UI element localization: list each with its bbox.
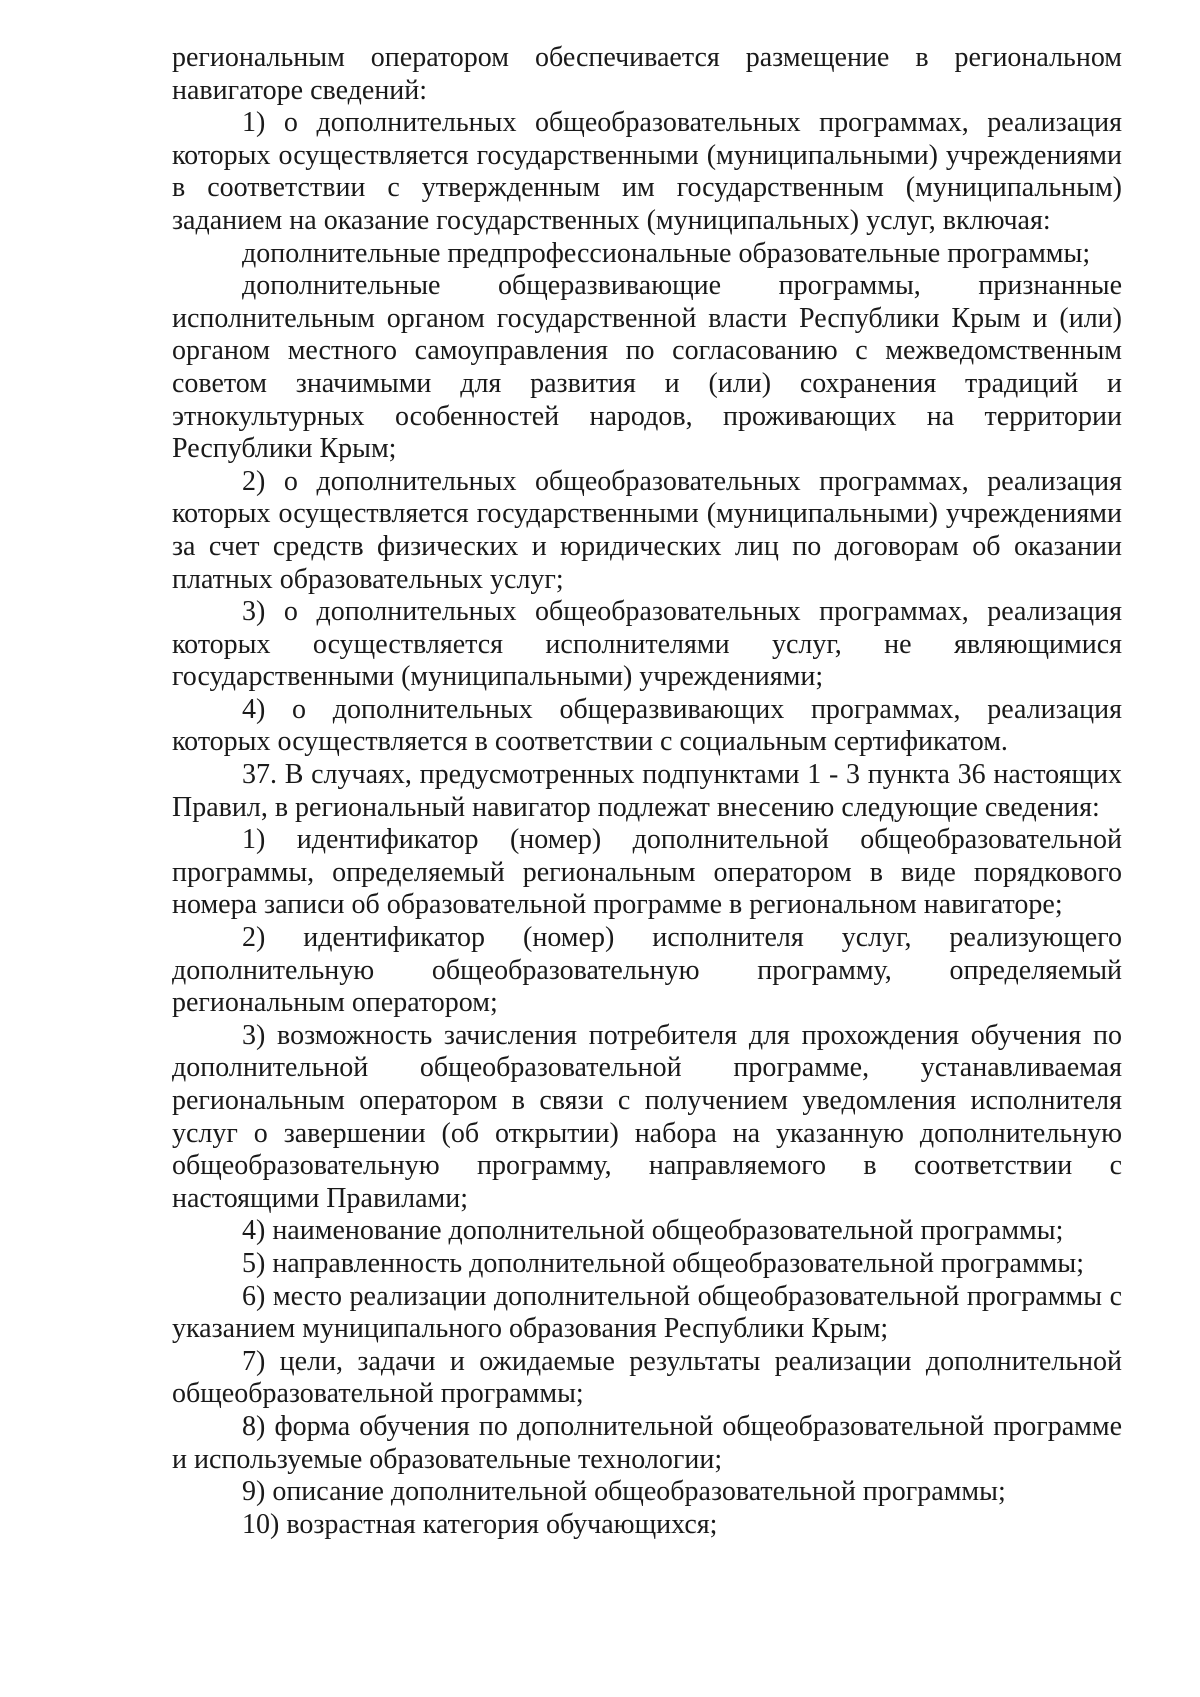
paragraph-37-item-6: 6) место реализации дополнительной общеобразовательной программы с указанием муниципального образования Республики Крым;: [172, 1280, 1122, 1345]
paragraph-37-item-8: 8) форма обучения по дополнительной общеобразовательной программе и используемые образовательные технологии;: [172, 1410, 1122, 1475]
document-page: [172, 42, 1122, 1541]
paragraph-37-item-5: 5) направленность дополнительной общеобразовательной программы;: [242, 1247, 1084, 1279]
paragraph-item-4: 4) о дополнительных общеразвивающих программах, реализация которых осуществляется в соответствии с социальным сертификатом.: [172, 693, 1122, 758]
paragraph-37-item-2: 2) идентификатор (номер) исполнителя услуг, реализующего дополнительную общеобразовательную программу, определяемый региональным оператором;: [172, 922, 1122, 1019]
paragraph-37-item-10: 10) возрастная категория обучающихся;: [242, 1508, 718, 1540]
paragraph-item-1: 1) о дополнительных общеобразовательных программах, реализация которых осуществляется государственными (муниципальными) учреждениями в соответствии с утвержденным им государственным (муниципальным) заданием на оказание государственных (муниципальных) услуг, включая:: [172, 107, 1122, 236]
paragraph-37-item-1: 1) идентификатор (номер) дополнительной общеобразовательной программы, определяемый региональным оператором в виде порядкового номера записи об образовательной программе в региональном навигаторе;: [172, 824, 1122, 921]
paragraph-clause-37: 37. В случаях, предусмотренных подпунктами 1 - 3 пункта 36 настоящих Правил, в региональный навигатор подлежат внесению следующие сведения:: [172, 759, 1122, 823]
paragraph-general-developing: дополнительные общеразвивающие программы, признанные исполнительным органом государственной власти Республики Крым и (или) органом местного самоуправления по согласованию с межведомственным советом значимыми для развития и (или) сохранения традиций и этнокультурных особенностей народов, проживающих на территории Республики Крым;: [172, 270, 1122, 465]
paragraph-37-item-7: 7) цели, задачи и ожидаемые результаты реализации дополнительной общеобразовательной программы;: [172, 1345, 1122, 1410]
paragraph-preprofessional: дополнительные предпрофессиональные образовательные программы;: [242, 237, 1091, 269]
paragraph-37-item-4: 4) наименование дополнительной общеобразовательной программы;: [242, 1215, 1064, 1247]
paragraph-intro: региональным оператором обеспечивается размещение в региональном навигаторе сведений:: [172, 42, 1122, 106]
paragraph-37-item-3: 3) возможность зачисления потребителя для прохождения обучения по дополнительной общеобразовательной программе, устанавливаемая региональным оператором в связи с получением уведомления исполнителя услуг о завершении (об открытии) набора на указанную дополнительную общеобразовательную программу, направляемого в соответствии с настоящими Правилами;: [172, 1019, 1122, 1214]
paragraph-item-3: 3) о дополнительных общеобразовательных программах, реализация которых осуществляется исполнителями услуг, не являющимися государственными (муниципальными) учреждениями;: [172, 596, 1122, 693]
paragraph-37-item-9: 9) описание дополнительной общеобразовательной программы;: [242, 1476, 1006, 1508]
paragraph-item-2: 2) о дополнительных общеобразовательных программах, реализация которых осуществляется государственными (муниципальными) учреждениями за счет средств физических и юридических лиц по договорам об оказании платных образовательных услуг;: [172, 465, 1122, 595]
